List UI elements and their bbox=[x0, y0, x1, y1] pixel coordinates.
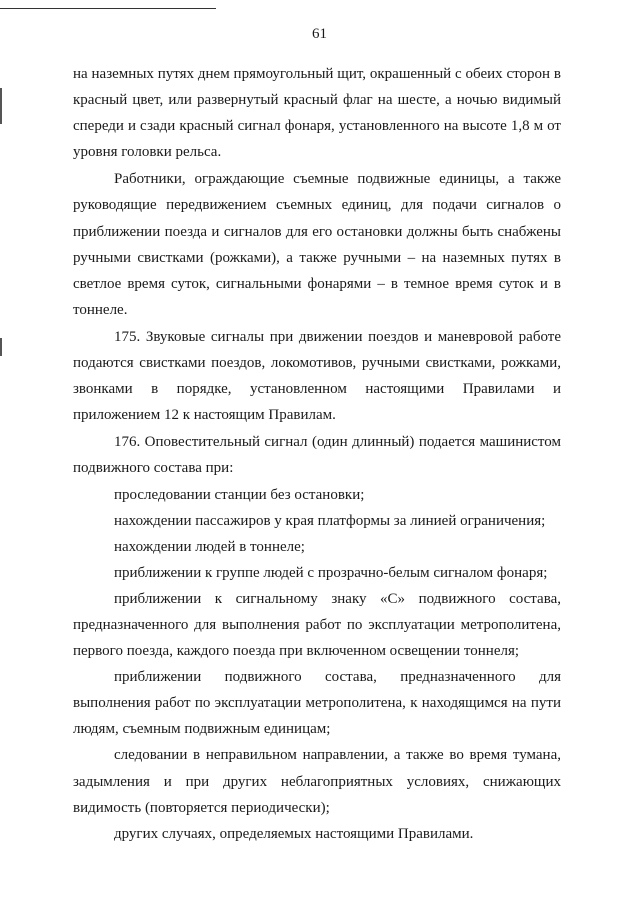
list-item: приближении к сигнальному знаку «С» подвижного состава, предназначенного для выполнения работ по эксплуатации метрополитена, первого поезда, каждого поезда при включенном освещении тоннеля; bbox=[73, 590, 561, 660]
scan-margin-mark bbox=[0, 88, 2, 124]
list-item: нахождении людей в тоннеле; bbox=[114, 538, 305, 555]
page-number: 61 bbox=[312, 26, 327, 42]
paragraph: 176. Оповестительный сигнал (один длинный) подается машинистом подвижного состава при: bbox=[73, 434, 561, 477]
document-body bbox=[73, 61, 561, 847]
scan-margin-mark bbox=[0, 338, 2, 356]
paragraph: 175. Звуковые сигналы при движении поездов и маневровой работе подаются свистками поездов, локомотивов, ручными свистками, рожками, звонками в порядке, установленном настоящими Правилами и приложением 12 к настоящим Правилам. bbox=[73, 328, 561, 424]
list-item: проследовании станции без остановки; bbox=[114, 486, 365, 503]
list-item: приближении к группе людей с прозрачно-белым сигналом фонаря; bbox=[114, 564, 548, 581]
list-item: других случаях, определяемых настоящими Правилами. bbox=[114, 825, 474, 842]
paragraph: Работники, ограждающие съемные подвижные единицы, а также руководящие передвижением съемных единиц, для подачи сигналов о приближении поезда и сигналов для его остановки должны быть снабжены ручными свистками (рожками), а также ручными – на наземных путях в светлое время суток, сигнальными фонарями – в темное время суток и в тоннеле. bbox=[73, 171, 561, 318]
list-item: приближении подвижного состава, предназначенного для выполнения работ по эксплуатации метрополитена, к находящимся на пути людям, съемным подвижным единицам; bbox=[73, 669, 561, 738]
list-item: следовании в неправильном направлении, а также во время тумана, задымления и при других неблагоприятных условиях, снижающих видимость (повторяется периодически); bbox=[73, 747, 561, 816]
list-item: нахождении пассажиров у края платформы за линией ограничения; bbox=[114, 512, 546, 529]
paragraph: на наземных путях днем прямоугольный щит, окрашенный с обеих сторон в красный цвет, или развернутый красный флаг на шесте, а ночью видимый спереди и сзади красный сигнал фонаря, установленного на высоте 1,8 м от уровня головки рельса. bbox=[73, 66, 561, 161]
header-rule bbox=[0, 8, 216, 9]
